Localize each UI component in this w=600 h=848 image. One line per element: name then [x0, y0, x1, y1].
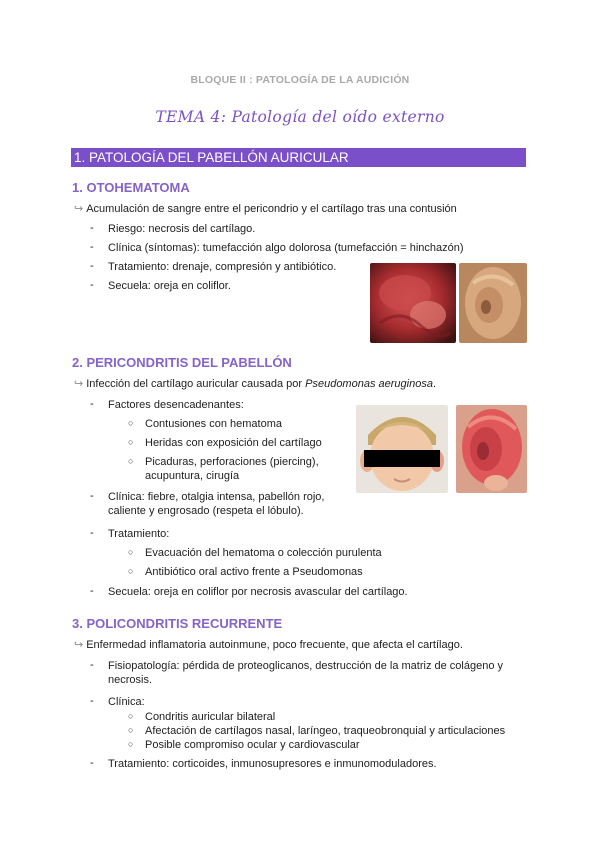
list-item: Posible compromiso ocular y cardiovascular — [145, 739, 360, 751]
circle-bullet: ○ — [128, 739, 134, 749]
dash-bullet: - — [90, 527, 94, 539]
dash-bullet: - — [90, 241, 94, 253]
dash-bullet: - — [90, 260, 94, 272]
circle-bullet: ○ — [128, 437, 134, 447]
dash-bullet: - — [90, 490, 94, 502]
policondritis-clinica-label: Clínica: — [108, 696, 145, 708]
section-banner: 1. PATOLOGÍA DEL PABELLÓN AURICULAR — [71, 148, 526, 167]
list-item: Afectación de cartílagos nasal, laríngeo, traqueobronquial y articulaciones — [145, 725, 506, 737]
pericondritis-intro: ↪ Infección del cartílago auricular causada por Pseudomonas aeruginosa. — [74, 378, 436, 390]
dash-bullet: - — [90, 585, 94, 597]
dash-bullet: - — [90, 659, 94, 671]
circle-bullet: ○ — [128, 711, 134, 721]
policondritis-intro: ↪ Enfermedad inflamatoria autoinmune, poco frecuente, que afecta el cartílago. — [74, 639, 463, 651]
list-item: Heridas con exposición del cartílago — [145, 437, 322, 449]
policondritis-heading: 3. POLICONDRITIS RECURRENTE — [72, 616, 283, 631]
fisiopatologia-line-1: Fisiopatología: pérdida de proteoglicanos, destrucción de la matriz de colágeno y — [108, 660, 504, 672]
list-item: Picaduras, perforaciones (piercing), — [145, 456, 319, 468]
otohematoma-heading: 1. OTOHEMATOMA — [72, 180, 190, 195]
list-item: Tratamiento: drenaje, compresión y antibiótico. — [108, 261, 337, 273]
list-item: Riesgo: necrosis del cartílago. — [108, 223, 256, 235]
list-item: Secuela: oreja en coliflor. — [108, 280, 231, 292]
circle-bullet: ○ — [128, 725, 134, 735]
otohematoma-photo-1 — [370, 263, 456, 343]
clinica-line-2: caliente y engrosado (respeta el lóbulo). — [108, 505, 304, 517]
policondritis-treatment: Tratamiento: corticoides, inmunosupresores e inmunomoduladores. — [108, 758, 437, 770]
list-item: Antibiótico oral activo frente a Pseudomonas — [145, 566, 363, 578]
list-item: Condritis auricular bilateral — [145, 711, 276, 723]
circle-bullet: ○ — [128, 566, 134, 576]
pericondritis-photo-child — [356, 405, 448, 493]
pericondritis-heading: 2. PERICONDRITIS DEL PABELLÓN — [72, 355, 292, 370]
fisiopatologia-line-2: necrosis. — [108, 674, 153, 686]
dash-bullet: - — [90, 222, 94, 234]
dash-bullet: - — [90, 279, 94, 291]
circle-bullet: ○ — [128, 418, 134, 428]
circle-bullet: ○ — [128, 547, 134, 557]
otohematoma-intro: ↪ Acumulación de sangre entre el pericondrio y el cartílago tras una contusión — [74, 203, 457, 215]
pericondritis-photo-ear — [456, 405, 527, 493]
arrow-icon: ↪ — [74, 203, 84, 215]
dash-bullet: - — [90, 757, 94, 769]
dash-bullet: - — [90, 398, 94, 410]
dash-bullet: - — [90, 695, 94, 707]
pericondritis-sequel: Secuela: oreja en coliflor por necrosis avascular del cartílago. — [108, 586, 408, 598]
clinica-line-1: Clínica: fiebre, otalgia intensa, pabellón rojo, — [108, 491, 325, 503]
topic-title: TEMA 4: Patología del oído externo — [155, 108, 445, 126]
arrow-icon: ↪ — [74, 639, 84, 651]
list-item: Contusiones con hematoma — [145, 418, 282, 430]
otohematoma-photo-2 — [459, 263, 527, 343]
list-item: acupuntura, cirugía — [145, 470, 240, 482]
factors-label: Factores desencadenantes: — [108, 399, 244, 411]
arrow-icon: ↪ — [74, 378, 84, 390]
block-heading: BLOQUE II : PATOLOGÍA DE LA AUDICIÓN — [190, 74, 410, 86]
circle-bullet: ○ — [128, 456, 134, 466]
treatment-label: Tratamiento: — [108, 528, 170, 540]
list-item: Clínica (síntomas): tumefacción algo dolorosa (tumefacción = hinchazón) — [108, 242, 464, 254]
list-item: Evacuación del hematoma o colección purulenta — [145, 547, 382, 559]
